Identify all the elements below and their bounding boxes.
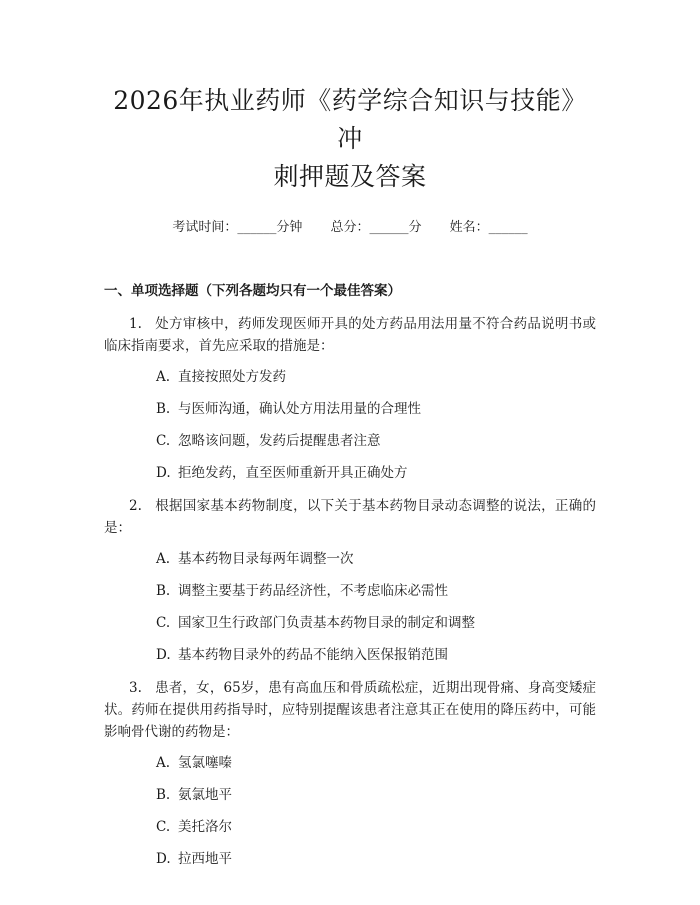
option-letter: C. [156,433,171,449]
option-list [104,367,596,483]
option-text: 氨氯地平 [178,787,232,803]
student-name: 姓名：______ [449,220,528,235]
option-text: 基本药物目录外的药品不能纳入医保报销范围 [178,647,448,663]
option-text: 氢氯噻嗪 [178,755,232,771]
title-line-2: 刺押题及答案 [273,162,427,191]
option-letter: B. [156,401,171,417]
option-text: 国家卫生行政部门负责基本药物目录的制定和调整 [178,615,475,631]
exam-info [104,218,596,238]
exam-time: 考试时间：______分钟 [172,220,303,235]
option-a [156,367,596,387]
question-number: 3. [129,680,142,696]
question-stem [104,677,596,743]
option-list [104,753,596,869]
option-a [156,549,596,569]
option-text: 直接按照处方发药 [178,369,286,385]
option-c [156,613,596,633]
option-text: 调整主要基于药品经济性，不考虑临床必需性 [178,583,448,599]
option-b [156,399,596,419]
total-score: 总分：______分 [330,220,422,235]
question-stem [104,495,596,539]
title-line-1: 2026年执业药师《药学综合知识与技能》冲 [113,86,587,153]
option-letter: A. [156,369,171,385]
option-letter: C. [156,819,171,835]
section-title: 一、单项选择题（下列各题均只有一个最佳答案） [104,283,401,299]
question-1 [104,313,596,483]
document-title [104,0,596,196]
option-text: 忽略该问题，发药后提醒患者注意 [178,433,381,449]
option-letter: B. [156,583,171,599]
option-letter: C. [156,615,171,631]
option-text: 美托洛尔 [178,819,232,835]
question-number: 1. [129,316,142,332]
question-number: 2. [129,498,142,514]
question-text: 患者，女，65岁，患有高血压和骨质疏松症，近期出现骨痛、身高变矮症状。药师在提供用药指导时，应特别提醒该患者注意其正在使用的降压药中，可能影响骨代谢的药物是： [104,680,596,740]
option-letter: A. [156,755,171,771]
option-letter: D. [156,851,171,867]
option-letter: D. [156,465,171,481]
option-letter: B. [156,787,171,803]
option-text: 拒绝发药，直至医师重新开具正确处方 [178,465,408,481]
option-b [156,581,596,601]
option-a [156,753,596,773]
option-d [156,849,596,869]
option-letter: A. [156,551,171,567]
option-c [156,817,596,837]
question-text: 根据国家基本药物制度，以下关于基本药物目录动态调整的说法，正确的是： [104,498,596,536]
option-text: 拉西地平 [178,851,232,867]
question-stem [104,313,596,357]
question-3 [104,677,596,869]
question-text: 处方审核中，药师发现医师开具的处方药品用法用量不符合药品说明书或临床指南要求，首先应采取的措施是： [104,316,596,354]
option-b [156,785,596,805]
option-list [104,549,596,665]
option-text: 基本药物目录每两年调整一次 [178,551,354,567]
question-2 [104,495,596,665]
option-c [156,431,596,451]
option-d [156,645,596,665]
option-text: 与医师沟通，确认处方用法用量的合理性 [178,401,421,417]
option-letter: D. [156,647,171,663]
option-d [156,463,596,483]
